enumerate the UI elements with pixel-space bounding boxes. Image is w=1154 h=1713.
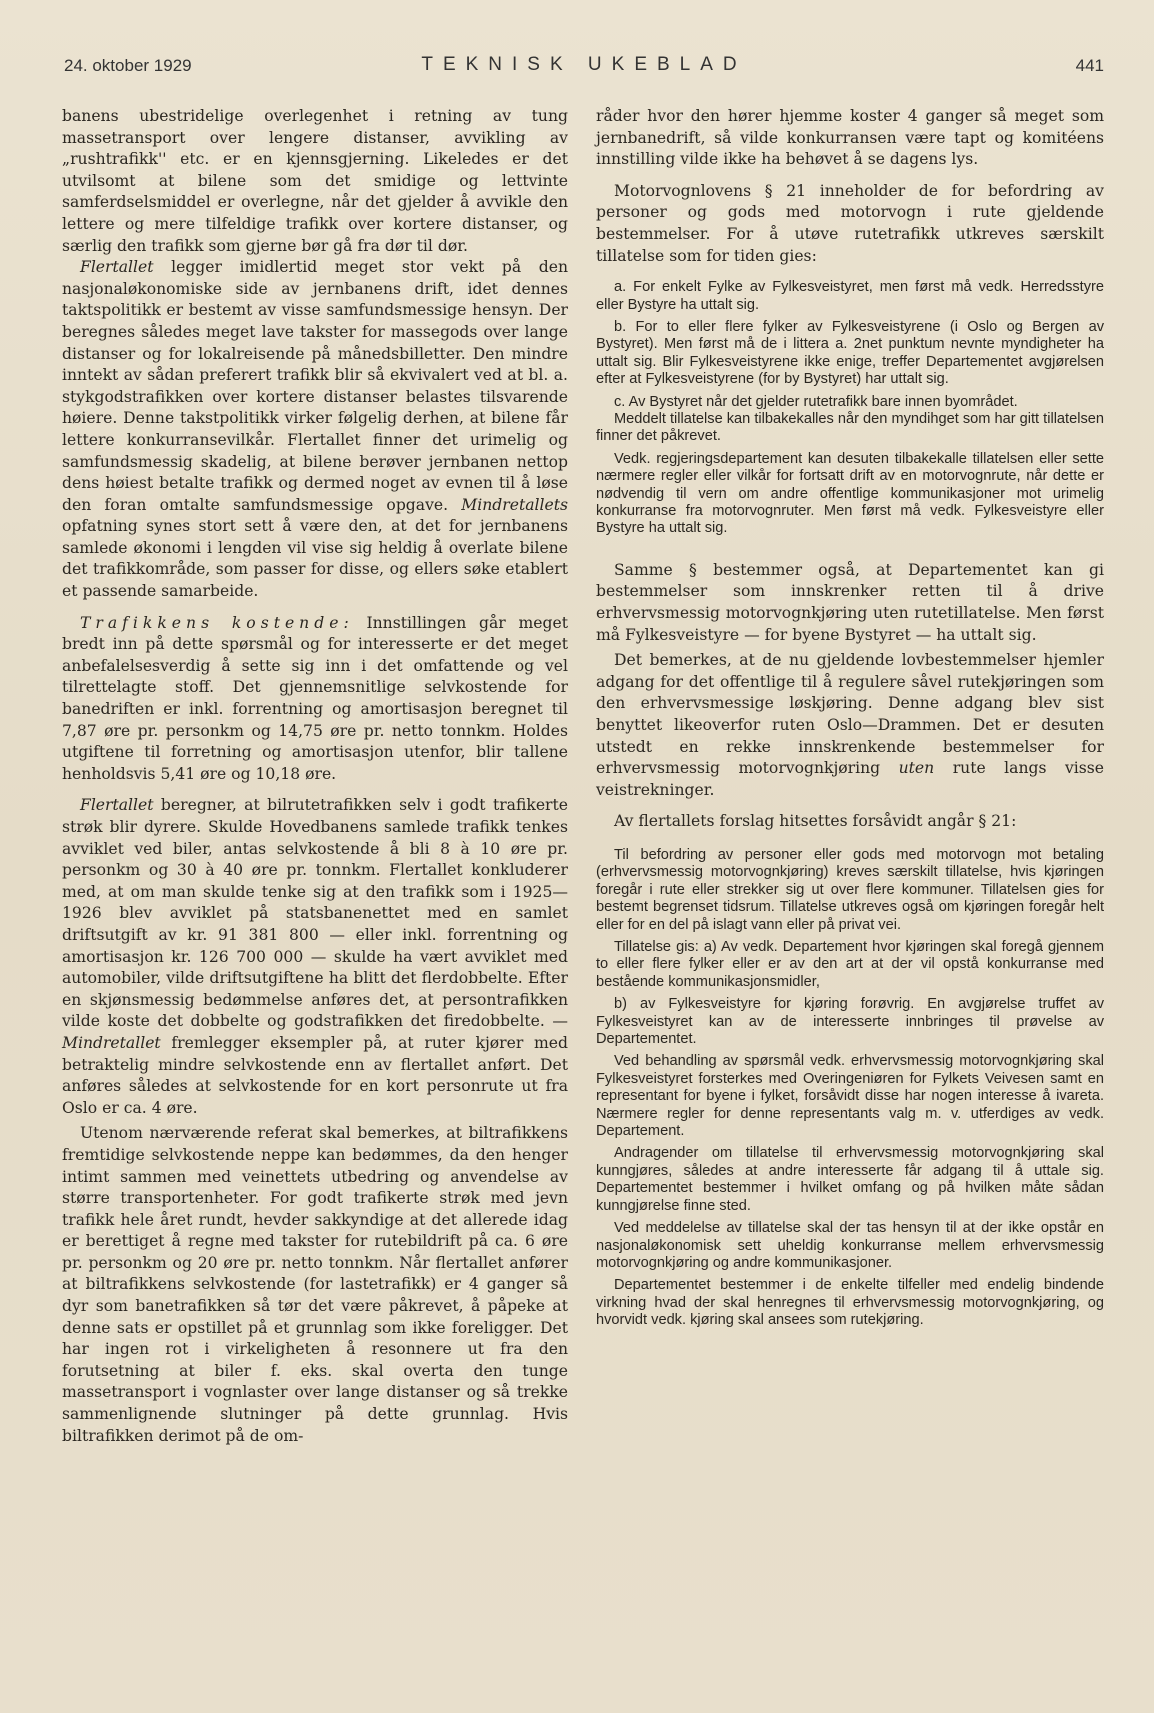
emphasis: Mindretallets bbox=[461, 495, 568, 514]
law-paragraph: Ved meddelelse av tillatelse skal der tas hensyn til at der ikke opstår en nasjonaløkonomisk sett uheldig konkurranse mellem erhvervsmessig motorvognkjøring og andre kommunikasjoner. bbox=[596, 1220, 1104, 1271]
law-excerpt-current bbox=[596, 279, 1104, 538]
emphasis: Mindretallet bbox=[62, 1033, 161, 1052]
paragraph: Av flertallets forslag hitsettes forsåvidt angår § 21: bbox=[614, 812, 1017, 831]
emphasis: Flertallet bbox=[80, 258, 154, 277]
issue-date: 24. oktober 1929 bbox=[64, 56, 192, 75]
law-paragraph: b. For to eller flere fylker av Fylkesveistyrene (i Oslo og Bergen av Bystyret). Men først må de i littera a. 2net punktum nevnte myndigheter ha uttalt sig. Blir Fylkesveistyrene ikke enige, treffer Departementet avgjørelsen efter at Fylkesveistyrene (for by Bystyret) har uttalt sig. bbox=[596, 318, 1104, 388]
right-column bbox=[596, 106, 1104, 1330]
paragraph: Samme § bestemmer også, at Departementet kan gi bestemmelser som innskrenker retten til å drive erhvervsmessig motorvognkjøring uten rutetillatelse. Men først må Fylkesveistyre — for byene Bystyret — ha uttalt sig. bbox=[596, 560, 1104, 644]
paragraph: Det bemerkes, at de nu gjeldende lovbestemmelser hjemler adgang for det offentlige til å regulere såvel rutekjøringen som den erhvervsmessige løskjøring. Denne adgang blev sist benyttet likeoverfor ruten Oslo—Drammen. Det er desuten utstedt en rekke innskrenkende bestemmelser for erhvervsmessig motorvognkjøring uten rute langs visse veistrekninger. bbox=[596, 651, 1104, 799]
paragraph: råder hvor den hører hjemme koster 4 ganger så meget som jernbanedrift, så vilde konkurransen være tapt og komitéens innstilling vilde ikke ha behøvet å se dagens lys. bbox=[596, 107, 1104, 169]
paragraph: Utenom nærværende referat skal bemerkes, at biltrafikkens fremtidige selvkostende neppe kan bedømmes, da den henger intimt sammen med veinettets utbedring og anvendelse av større transportenheter. For godt trafikerte strøk med jevn trafikk hele året rundt, hevder sakkyndige at det allerede idag er berettiget å regne med takster for rutebildrift på ca. 6 øre pr. personkm og 20 øre pr. netto tonnkm. Når flertallet anfører at biltrafikkens selvkostende (for lastetrafikk) er 4 ganger så dyr som banetrafikken så tør det være påkrevet, å påpeke at denne sats er opstillet på et grunnlag som ikke foreligger. Det har ingen rot i virkeligheten å resonnere ut fra den forutsetning at biler f. eks. skal overta den tunge massetransport i vognlaster over lange distanser og så trekke sammenlignende slutninger på dette grunnlag. Hvis biltrafikken derimot på de om- bbox=[62, 1124, 568, 1445]
law-paragraph: Til befordring av personer eller gods med motorvogn mot betaling (erhvervsmessig motorvognkjøring) kreves særskilt tillatelse, hvis kjøringen foregår i rute eller strekker sig ut over flere kommuner. Tillatelsen gies for bestemt begrenset tidsrum. Tillatelse utkreves også om kjøringen foregår helt eller for en del på islagt vann eller på privat vei. bbox=[596, 846, 1104, 933]
law-paragraph: Andragender om tillatelse til erhvervsmessig motorvognkjøring skal kunngjøres, således at andre interesserte får adgang til å uttale sig. Departementet bestemmer i hvilket omfang og på hvilken måte sådan kunngjørelse finne sted. bbox=[596, 1145, 1104, 1214]
section-heading: Trafikkens kostende: bbox=[80, 613, 354, 632]
law-paragraph: Departementet bestemmer i de enkelte tilfeller med endelig bindende virkning hvad der skal henregnes til erhvervsmessig motorvognkjøring, og hvorvidt vedk. kjøring skal ansees som rutekjøring. bbox=[596, 1277, 1104, 1329]
law-paragraph: b) av Fylkesveistyre for kjøring forøvrig. En avgjørelse truffet av Fylkesveistyret kan av de interesserte innbringes til prøvelse av Departementet. bbox=[596, 996, 1104, 1048]
paragraph: Flertallet legger imidlertid meget stor vekt på den nasjonaløkonomiske side av jernbanens drift, idet dennes taktspolitikk er bestemt av visse samfundsmessige hensyn. Der beregnes således meget lave takster for massegods over lange distanser og for lokalreisende på månedsbilletter. Den mindre inntekt av sådan preferert trafikk blir så ekvivalert ved at bl. a. stykgodstrafikken over kortere distanser belastes tilsvarende høiere. Denne takstpolitikk virker følgelig derhen, at bilene får lettere konkurransevilkår. Flertallet finner det urimelig og samfundsmessig skadelig, at bilene berøver jernbanen nettop dens høiest betalte trafikk og dermed noget av evnen til å løse den foran omtalte samfundsmessige opgave. Mindretallets opfatning synes stort sett å være den, at det for jernbanens samlede økonomi i lengden vil vise sig heldig å overlate bilene det trafikkområde, som passer for disse, og ellers søke etablert et passende samarbeide. bbox=[62, 258, 568, 601]
law-paragraph: Tillatelse gis: a) Av vedk. Departement hvor kjøringen skal foregå gjennem to eller flere fylker eller er av den art at der vil opstå konkurranse med bestående kommunikasjonsmidler, bbox=[596, 939, 1104, 990]
emphasis: uten bbox=[898, 759, 935, 778]
law-paragraph: Ved behandling av spørsmål vedk. erhvervsmessig motorvognkjøring skal Fylkesveistyret forsterkes med Overingeniøren for Fylkets Veivesen samt en representant for byene i fylket, forsåvidt disse har nogen interesse å ivareta. Nærmere regler for denne representants valg m. v. utferdiges av vedk. Departement. bbox=[596, 1053, 1104, 1140]
page-header bbox=[64, 52, 1104, 80]
page-number: 441 bbox=[1075, 56, 1104, 75]
emphasis: Flertallet bbox=[80, 796, 154, 815]
law-paragraph: c. Av Bystyret når det gjelder rutetrafikk bare innen byområdet. bbox=[614, 393, 1018, 410]
paragraph: Trafikkens kostende: Innstillingen går meget bredt inn på dette spørsmål og for interesserte er det meget anbefalelsesverdig å sette sig inn i det omfattende og vel tilrettelagte stoff. Det gjennemsnitlige selvkostende for banedriften er inkl. forrentning og amortisasjon beregnet til 7,87 øre pr. personkm og 14,75 øre pr. netto tonnkm. Holdes utgiftene til forretning og amortisasjon utenfor, blir tallene henholdsvis 5,41 øre og 10,18 øre. bbox=[62, 613, 568, 783]
paragraph: Flertallet beregner, at bilrutetrafikken selv i godt trafikerte strøk blir dyrere. Skulde Hovedbanens samlede trafikk tenkes avviklet ved biler, antas selvkostende å bli 8 à 10 øre pr. personkm og 30 à 40 øre pr. tonnkm. Flertallet konkluderer med, at om man skulde tenke sig at den trafikk som i 1925—1926 blev avviklet på statsbanenettet med en samlet driftsutgift av kr. 91 381 800 — eller inkl. forrentning og amortisasjon kr. 126 700 000 — skulde ha vært avviklet med automobiler, vilde driftsutgiftene ha blitt det flerdobbelte. Efter en skjønsmessig bedømmelse anføres det, at persontrafikken vilde koste det dobbelte og godstrafikken det firedobbelte. — Mindretallet fremlegger eksempler på, at ruter kjører med betraktelig mindre selvkostende enn av flertallet anført. Det anføres således at selvkostende for en kort personrute ut fra Oslo er ca. 4 øre. bbox=[62, 796, 568, 1117]
paragraph: Motorvognlovens § 21 inneholder de for befordring av personer og gods med motorvogn i rute gjeldende bestemmelser. For å utøve rutetrafikk utkreves særskilt tillatelse som for tiden gies: bbox=[596, 181, 1104, 265]
law-excerpt-proposal bbox=[596, 847, 1104, 1330]
law-paragraph: Vedk. regjeringsdepartement kan desuten tilbakekalle tillatelsen eller sette nærmere regler eller vilkår for fortsatt drift av en motorvognrute, når dette er nødvendig til vern om andre offentlige kommunikasjoner mot urimelig konkurranse fra motorvognruter. Men først må vedk. Fylkesveistyre eller Bystyre ha uttalt sig. bbox=[596, 450, 1104, 537]
law-paragraph: a. For enkelt Fylke av Fylkesveistyret, men først må vedk. Herredsstyre eller Bystyre ha uttalt sig. bbox=[596, 279, 1104, 313]
publication-title: TEKNISK UKEBLAD bbox=[421, 54, 747, 75]
law-paragraph: Meddelt tillatelse kan tilbakekalles når den myndihget som har gitt tillatelsen finner det påkrevet. bbox=[596, 411, 1104, 445]
left-column bbox=[62, 106, 568, 1447]
paragraph: banens ubestridelige overlegenhet i retning av tung massetransport over lengere distanser, avvikling av „rushtrafikk'' etc. er en kjennsgjerning. Likeledes er det utvilsomt at bilene som det smidige og lettvinte samferdselsmiddel er overlegne, når det gjelder å avvikle den lettere og mere tilfeldige trafikk over kortere distanser, og særlig den trafikk som gjerne bør gå fra dør til dør. bbox=[62, 107, 568, 255]
